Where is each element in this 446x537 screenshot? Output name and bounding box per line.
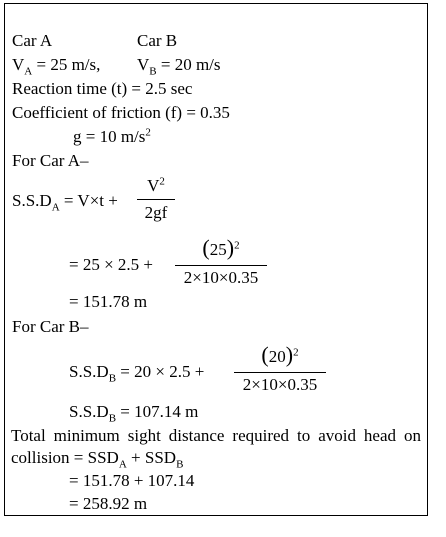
ssd-b-equation: $S.S.D_B = 20 \times 2.5$ + [69, 362, 205, 385]
fraction-25-squared [175, 236, 267, 288]
ssd-a-equation: $S.S.D_A = V\times t$ + [12, 191, 118, 214]
sum-line: = 151.78 + 107.14 [69, 471, 195, 490]
for-car-b-heading: For Car B– [12, 317, 89, 336]
fraction-numerator: $(20)^2$ [261, 342, 299, 367]
fraction-denominator: 2×10×0.35 [242, 375, 318, 394]
ssd-a-result: = 151.78 m [69, 292, 148, 311]
solution-box [4, 3, 428, 516]
car-b-label: Car B [137, 31, 178, 50]
fraction-denominator: 2×10×0.35 [183, 268, 259, 287]
total-distance-statement: Total minimum sight distance required to avoid head on collision = $SSD_A + SSD_B$ [11, 426, 421, 471]
fraction-numerator: $(25)^2$ [202, 235, 240, 260]
reaction-time: Reaction time (t) = 2.5 sec [12, 79, 193, 98]
for-car-a-heading: For Car A– [12, 151, 89, 170]
fraction-bar [175, 265, 267, 266]
car-a-label: Car A [12, 31, 53, 50]
fraction-numerator: $V^2$ [147, 175, 165, 195]
friction-coefficient: Coefficient of friction (f) = 0.35 [12, 103, 230, 122]
ssd-a-substitution: = 25 × 2.5 + [69, 255, 154, 274]
car-a-speed: $V_A = 25$ m/s, [12, 55, 101, 78]
ssd-b-result: $S.S.D_B = 107.14$ m [69, 402, 199, 425]
fraction-v2-over-2gf [137, 176, 175, 224]
gravity: g = 10 $m/s^2$ [73, 126, 151, 146]
fraction-bar [137, 199, 175, 200]
final-result: = 258.92 m [69, 494, 148, 513]
fraction-20-squared [234, 343, 326, 395]
fraction-denominator: 2gf [144, 203, 168, 222]
fraction-bar [234, 372, 326, 373]
car-b-speed: $V_B = 20$ m/s [137, 55, 221, 78]
